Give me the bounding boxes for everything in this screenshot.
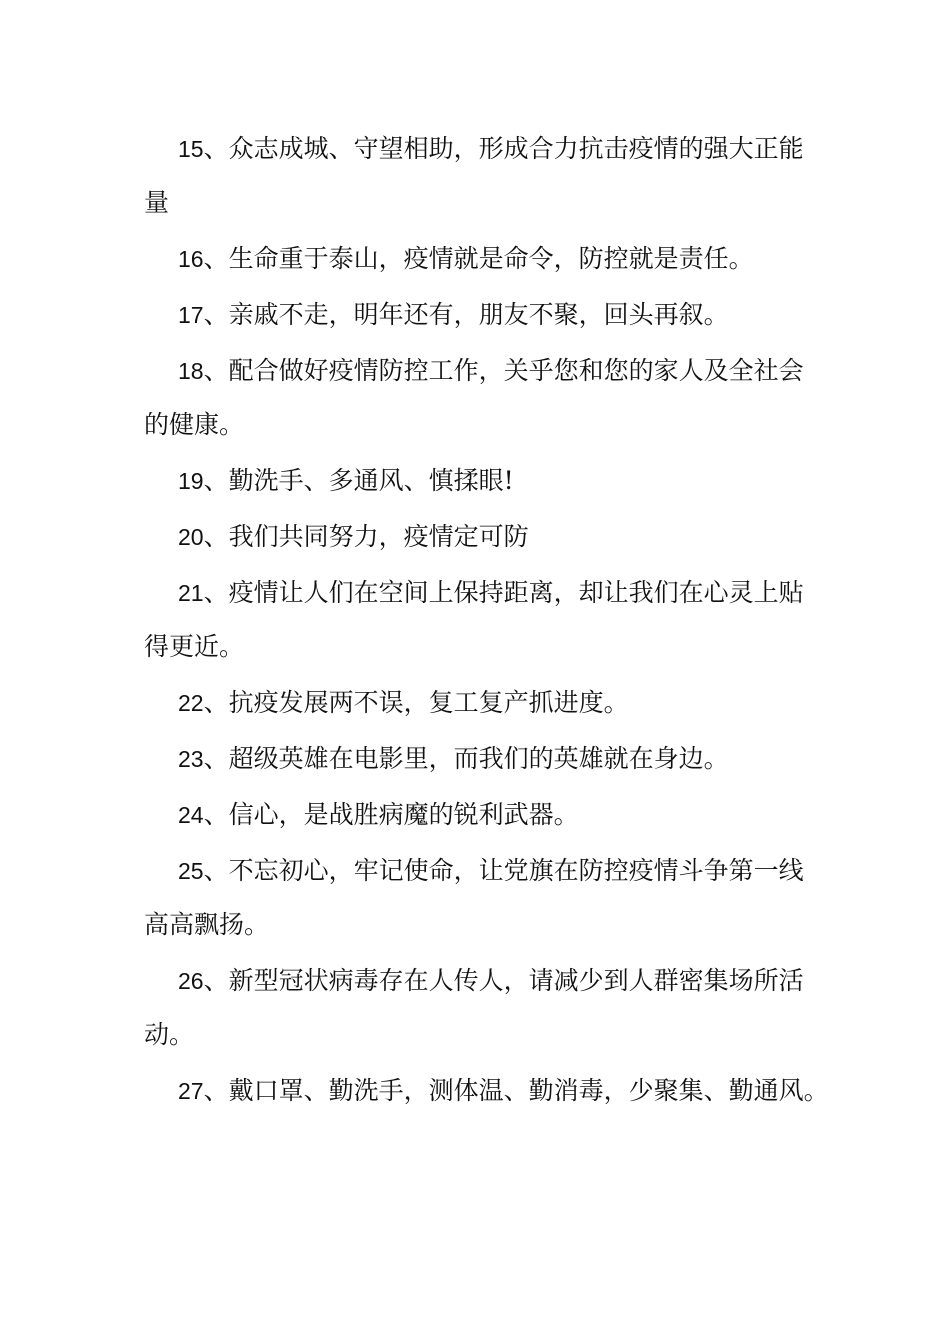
list-item: [144, 566, 809, 674]
item-text: 、配合做好疫情防控工作，关乎您和您的家人及全社会的健康。: [144, 356, 804, 439]
item-text: 、疫情让人们在空间上保持距离，却让我们在心灵上贴得更近。: [144, 578, 804, 661]
item-number: 20: [178, 524, 204, 550]
list-item: [144, 676, 809, 730]
list-item: [144, 344, 809, 452]
list-item: [144, 122, 809, 230]
list-item: [144, 232, 809, 286]
list-item: [144, 288, 809, 342]
item-number: 21: [178, 580, 204, 606]
item-number: 19: [178, 468, 204, 494]
item-number: 24: [178, 802, 204, 828]
item-text: 、不忘初心，牢记使命，让党旗在防控疫情斗争第一线高高飘扬。: [144, 856, 804, 939]
item-text: 、抗疫发展两不误，复工复产抓进度。: [203, 688, 629, 717]
item-number: 22: [178, 690, 204, 716]
item-number: 18: [178, 358, 204, 384]
item-text: 、生命重于泰山，疫情就是命令，防控就是责任。: [203, 244, 754, 273]
list-item: [144, 788, 809, 842]
slogan-list: [144, 122, 829, 1120]
list-item: [144, 510, 809, 564]
list-item: [144, 454, 809, 508]
item-text: 、信心，是战胜病魔的锐利武器。: [203, 800, 579, 829]
item-number: 17: [178, 302, 204, 328]
list-item: [144, 1064, 829, 1118]
item-number: 15: [178, 136, 204, 162]
item-text: 、勤洗手、多通风、慎揉眼!: [203, 466, 514, 495]
item-number: 27: [178, 1078, 204, 1104]
list-item: [144, 732, 809, 786]
item-number: 25: [178, 858, 204, 884]
item-number: 23: [178, 746, 204, 772]
item-text: 、我们共同努力，疫情定可防: [203, 522, 529, 551]
list-item: [144, 954, 809, 1062]
list-item: [144, 844, 809, 952]
item-text: 、新型冠状病毒存在人传人，请减少到人群密集场所活动。: [144, 966, 804, 1049]
item-text: 、戴口罩、勤洗手，测体温、勤消毒，少聚集、勤通风。: [203, 1076, 829, 1105]
item-text: 、亲戚不走，明年还有，朋友不聚，回头再叙。: [203, 300, 729, 329]
item-text: 、超级英雄在电影里，而我们的英雄就在身边。: [203, 744, 729, 773]
item-number: 26: [178, 968, 204, 994]
item-text: 、众志成城、守望相助，形成合力抗击疫情的强大正能量: [144, 134, 804, 217]
item-number: 16: [178, 246, 204, 272]
